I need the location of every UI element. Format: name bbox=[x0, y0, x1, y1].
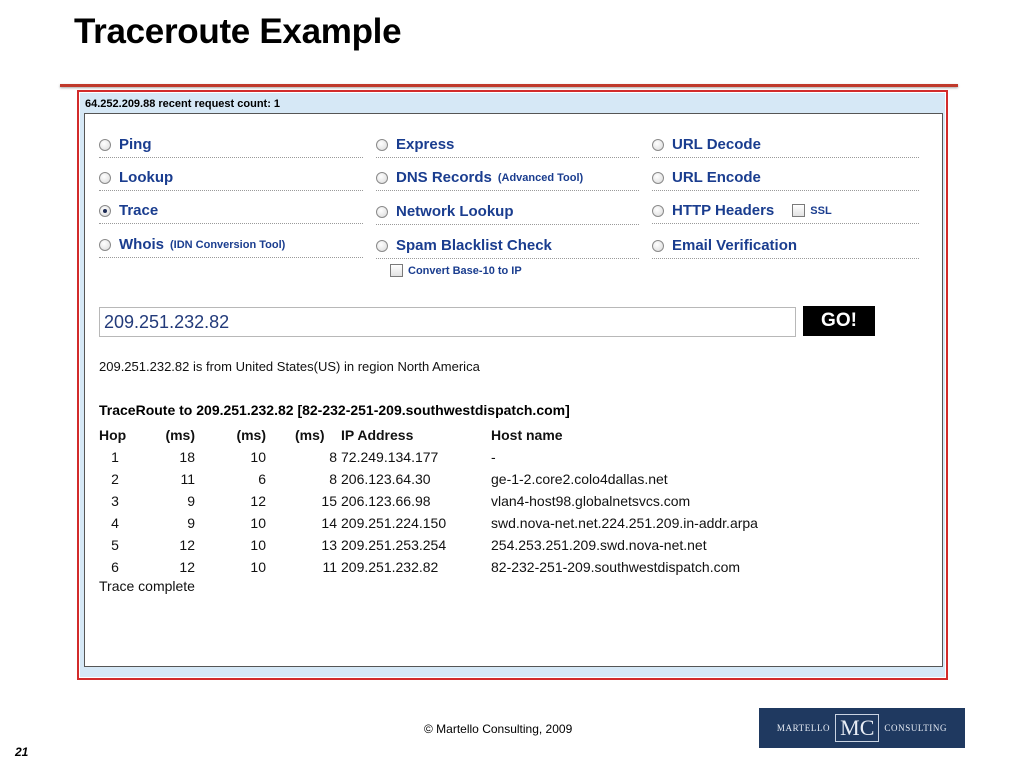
hop-cell: 2 bbox=[111, 471, 119, 487]
option-label: Network Lookup bbox=[396, 203, 514, 220]
ping-radio-icon[interactable] bbox=[99, 139, 111, 151]
table-row bbox=[99, 556, 758, 578]
go-button[interactable]: GO! bbox=[803, 306, 875, 336]
table-row bbox=[99, 446, 758, 468]
host-cell: vlan4-host98.globalnetsvcs.com bbox=[491, 493, 691, 509]
option-url-encode[interactable] bbox=[652, 165, 919, 191]
logo-text-right: CONSULTING bbox=[884, 723, 948, 733]
geo-location-result: 209.251.232.82 is from United States(US) in region North America bbox=[99, 359, 480, 374]
trace-complete-status: Trace complete bbox=[99, 578, 195, 594]
hop-cell: 6 bbox=[111, 559, 119, 575]
ms1-cell: 11 bbox=[180, 471, 195, 487]
option-label: Email Verification bbox=[672, 237, 798, 254]
ssl-option[interactable] bbox=[792, 204, 831, 217]
option-label: HTTP Headers bbox=[672, 202, 775, 219]
option-whois[interactable] bbox=[99, 232, 363, 258]
ms3-cell: 8 bbox=[329, 449, 337, 465]
column-ms-1: (ms) bbox=[165, 427, 195, 443]
ms3-cell: 13 bbox=[321, 537, 337, 553]
email-verification-radio-icon[interactable] bbox=[652, 240, 664, 252]
url-decode-radio-icon[interactable] bbox=[652, 139, 664, 151]
ip-cell: 206.123.64.30 bbox=[341, 471, 431, 487]
ssl-checkbox-icon[interactable] bbox=[792, 204, 805, 217]
ms1-cell: 9 bbox=[187, 515, 195, 531]
option-note: (Advanced Tool) bbox=[497, 171, 584, 184]
ms2-cell: 10 bbox=[250, 537, 266, 553]
option-label: Lookup bbox=[119, 169, 174, 186]
option-http-headers[interactable] bbox=[652, 198, 919, 224]
base10-label: Convert Base-10 to IP bbox=[408, 264, 522, 277]
ip-address-input[interactable] bbox=[99, 307, 796, 337]
option-lookup[interactable] bbox=[99, 165, 363, 191]
option-network-lookup[interactable] bbox=[376, 199, 639, 225]
option-dns-records[interactable] bbox=[376, 165, 639, 191]
logo-text-left: MARTELLO bbox=[776, 723, 831, 733]
host-cell: swd.nova-net.net.224.251.209.in-addr.arpa bbox=[491, 515, 758, 531]
ms3-cell: 14 bbox=[321, 515, 337, 531]
option-note: (IDN Conversion Tool) bbox=[170, 238, 286, 251]
column-host-name: Host name bbox=[491, 427, 563, 443]
screenshot-frame bbox=[77, 90, 948, 680]
option-label: URL Decode bbox=[672, 136, 761, 153]
table-row bbox=[99, 468, 758, 490]
hop-cell: 1 bbox=[111, 449, 119, 465]
host-cell: 82-232-251-209.southwestdispatch.com bbox=[491, 559, 741, 575]
option-label: Ping bbox=[119, 136, 152, 153]
footer-copyright: © Martello Consulting, 2009 bbox=[424, 722, 573, 736]
trace-radio-selected-icon[interactable] bbox=[99, 205, 111, 217]
host-cell: 254.253.251.209.swd.nova-net.net bbox=[491, 537, 707, 553]
option-express[interactable] bbox=[376, 132, 639, 158]
option-label: URL Encode bbox=[672, 169, 761, 186]
column-ms-2: (ms) bbox=[236, 427, 266, 443]
express-radio-icon[interactable] bbox=[376, 139, 388, 151]
option-label: Whois bbox=[119, 236, 164, 253]
option-email-verification[interactable] bbox=[652, 233, 919, 259]
option-label: Spam Blacklist Check bbox=[396, 237, 552, 254]
trace-results-table bbox=[99, 424, 758, 578]
table-row bbox=[99, 512, 758, 534]
ms3-cell: 11 bbox=[322, 559, 337, 575]
ms2-cell: 10 bbox=[250, 515, 266, 531]
hop-cell: 3 bbox=[111, 493, 119, 509]
lookup-radio-icon[interactable] bbox=[99, 172, 111, 184]
column-hop: Hop bbox=[99, 427, 127, 443]
ms2-cell: 10 bbox=[250, 559, 266, 575]
hop-cell: 5 bbox=[111, 537, 119, 553]
table-row bbox=[99, 490, 758, 512]
http-headers-radio-icon[interactable] bbox=[652, 205, 664, 217]
ip-cell: 209.251.224.150 bbox=[341, 515, 447, 531]
ip-cell: 209.251.232.82 bbox=[341, 559, 439, 575]
hop-cell: 4 bbox=[111, 515, 119, 531]
spam-blacklist-radio-icon[interactable] bbox=[376, 240, 388, 252]
ip-cell: 209.251.253.254 bbox=[341, 537, 447, 553]
ms1-cell: 12 bbox=[179, 537, 195, 553]
page-number: 21 bbox=[15, 745, 29, 759]
url-encode-radio-icon[interactable] bbox=[652, 172, 664, 184]
trace-heading: TraceRoute to 209.251.232.82 [82-232-251-209.southwestdispatch.com] bbox=[99, 402, 570, 418]
option-label: DNS Records bbox=[396, 169, 492, 186]
option-url-decode[interactable] bbox=[652, 132, 919, 158]
title-divider bbox=[60, 84, 958, 87]
request-count-line: 64.252.209.88 recent request count: 1 bbox=[85, 98, 281, 110]
ssl-label: SSL bbox=[810, 204, 832, 217]
option-label: Express bbox=[396, 136, 455, 153]
tool-background bbox=[80, 93, 945, 677]
ms3-cell: 15 bbox=[321, 493, 337, 509]
option-trace[interactable] bbox=[99, 198, 363, 224]
ms2-cell: 6 bbox=[258, 471, 266, 487]
option-label: Trace bbox=[119, 202, 159, 219]
ip-cell: 206.123.66.98 bbox=[341, 493, 431, 509]
martello-logo bbox=[759, 708, 965, 748]
column-ms-3 bbox=[266, 424, 337, 446]
table-row bbox=[99, 534, 758, 556]
whois-radio-icon[interactable] bbox=[99, 239, 111, 251]
tool-panel bbox=[84, 113, 943, 667]
option-spam-blacklist[interactable] bbox=[376, 233, 639, 259]
ms1-cell: 9 bbox=[187, 493, 195, 509]
base10-option[interactable] bbox=[390, 264, 522, 277]
network-lookup-radio-icon[interactable] bbox=[376, 206, 388, 218]
host-cell: ge-1-2.core2.colo4dallas.net bbox=[491, 471, 668, 487]
option-ping[interactable] bbox=[99, 132, 363, 158]
column-ip-address: IP Address bbox=[341, 427, 414, 443]
logo-mark: MC bbox=[835, 714, 879, 742]
slide-title: Traceroute Example bbox=[74, 12, 402, 51]
ms2-cell: 12 bbox=[250, 493, 266, 509]
ip-cell: 72.249.134.177 bbox=[341, 449, 439, 465]
ms3-cell: 8 bbox=[329, 471, 337, 487]
ms1-cell: 12 bbox=[179, 559, 195, 575]
ms1-cell: 18 bbox=[179, 449, 195, 465]
ms2-cell: 10 bbox=[250, 449, 266, 465]
dns-records-radio-icon[interactable] bbox=[376, 172, 388, 184]
base10-checkbox-icon[interactable] bbox=[390, 264, 403, 277]
column-ms-3-label: (ms) bbox=[295, 427, 325, 443]
table-header-row bbox=[99, 424, 758, 446]
host-cell: - bbox=[491, 449, 496, 465]
